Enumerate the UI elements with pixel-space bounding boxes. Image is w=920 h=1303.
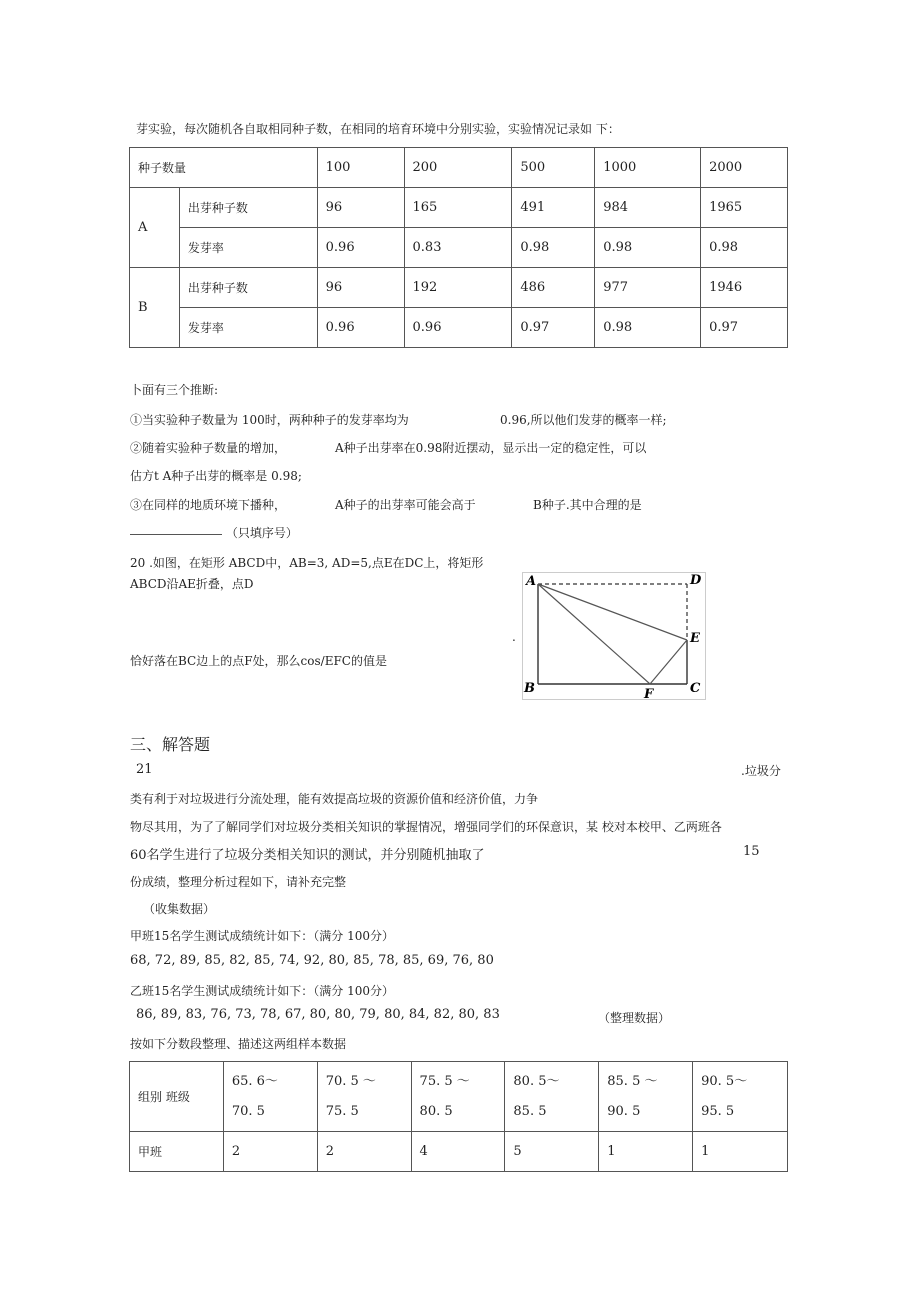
class-jia-title: 甲班15名学生测试成绩统计如下：（满分 100分） [130,929,394,943]
inference-4b: A种子的出芽率可能会高于 [335,498,476,512]
inference-4a: ③在同样的地质环境下播种， [130,498,287,512]
range-header: 65. 6～ 70. 5 [223,1062,317,1132]
label-b: B [524,681,535,696]
count-cell: 200 [404,148,512,188]
label-e: E [690,631,700,646]
section-title: 三、解答题 [130,735,211,754]
group-a-label: A [130,188,180,268]
value-cell: 0.98 [701,228,788,268]
describe-text: 按如下分数段整理、描述这两组样本数据 [130,1037,347,1051]
intro-text: 芽实验，每次随机各自取相同种子数，在相同的培育环境中分别实验，实验情况记录如 下： [136,122,620,136]
count-cell: 1000 [595,148,701,188]
value-cell: 0.98 [595,308,701,348]
inference-3: 估方t A种子出芽的概率是 0.98; [130,469,302,483]
q20-line2: ABCD沿AE折叠，点D [130,577,254,591]
inference-1b: 0.96,所以他们发芽的概率一样; [500,413,667,427]
row-label: 发芽率 [179,228,317,268]
value-cell: 0.97 [701,308,788,348]
count-cell: 100 [317,148,404,188]
q20-line1: 20 .如图，在矩形 ABCD中，AB=3, AD=5,点E在DC上，将矩形 [130,556,484,570]
q20-line3: 恰好落在BC边上的点F处，那么cos/EFC的值是 [130,654,387,668]
value-cell: 491 [512,188,595,228]
value-cell: 984 [595,188,701,228]
range-header: 90. 5～ 95. 5 [693,1062,788,1132]
answer-blank [130,533,222,535]
count-cell: 2000 [701,148,788,188]
q21-para3a: 60名学生进行了垃圾分类相关知识的测试，并分别随机抽取了 [130,848,485,863]
inference-2a: ②随着实验种子数量的增加， [130,441,287,455]
value-cell: 0.98 [595,228,701,268]
value-cell: 96 [317,188,404,228]
value-cell: 977 [595,268,701,308]
rectangle-fold-figure [522,572,706,700]
value-cell: 96 [317,268,404,308]
value-cell: 1946 [701,268,788,308]
corner-header: 组别 班级 [130,1062,224,1132]
score-distribution-table [129,1061,788,1172]
q21-para2: 物尽其用，为了了解同学们对垃圾分类相关知识的掌握情况，增强同学们的环保意识，某 校对本校甲、乙两班各 [130,820,722,834]
collect-data-label: （收集数据） [143,902,216,916]
q20-dot: . [512,630,516,644]
label-c: C [690,681,701,696]
inference-2b: A种子出芽率在0.98附近摆动，显示出一定的稳定性，可以 [335,441,647,455]
count-cell: 1 [693,1132,788,1172]
class-yi-scores: 86, 89, 83, 76, 73, 78, 67, 80, 80, 79, 80, 84, 82, 80, 83 [136,1007,500,1022]
row-label: 出芽种子数 [179,188,317,228]
label-a: A [526,574,537,589]
range-header: 80. 5～ 85. 5 [505,1062,599,1132]
fill-hint: （只填序号） [225,526,298,540]
class-jia-scores: 68, 72, 89, 85, 82, 85, 74, 92, 80, 85, 78, 85, 69, 76, 80 [130,953,494,968]
count-cell: 5 [505,1132,599,1172]
value-cell: 0.96 [404,308,512,348]
value-cell: 0.98 [512,228,595,268]
row-label: 发芽率 [179,308,317,348]
row-label: 出芽种子数 [179,268,317,308]
q21-para4: 份成绩，整理分析过程如下，请补充完整 [130,875,347,889]
inference-intro: 卜面有三个推断: [130,383,219,397]
q21-number: 21 [136,762,153,777]
organize-data-label: （整理数据） [598,1011,671,1025]
count-cell: 1 [599,1132,693,1172]
q21-para3b: 15 [743,844,760,859]
range-header: 75. 5 ～ 80. 5 [411,1062,505,1132]
range-header: 85. 5 ～ 90. 5 [599,1062,693,1132]
group-b-label: B [130,268,180,348]
germination-table [129,147,788,348]
q21-para1: 类有利于对垃圾进行分流处理，能有效提高垃圾的资源价值和经济价值，力争 [130,792,539,806]
range-header: 70. 5 ～ 75. 5 [317,1062,411,1132]
class-yi-title: 乙班15名学生测试成绩统计如下：（满分 100分） [130,984,394,998]
value-cell: 0.96 [317,228,404,268]
value-cell: 1965 [701,188,788,228]
label-d: D [690,573,702,588]
count-cell: 2 [223,1132,317,1172]
seed-count-header: 种子数量 [130,148,318,188]
value-cell: 192 [404,268,512,308]
q21-tail: .垃圾分 [741,764,781,778]
row-label-jia: 甲班 [130,1132,224,1172]
inference-1a: ①当实验种子数量为 100时，两种种子的发芽率均为 [130,413,409,427]
inference-4c: B种子.其中合理的是 [533,498,642,512]
count-cell: 500 [512,148,595,188]
count-cell: 2 [317,1132,411,1172]
label-f: F [644,687,654,700]
value-cell: 165 [404,188,512,228]
value-cell: 0.96 [317,308,404,348]
answer-line [130,524,298,541]
count-cell: 4 [411,1132,505,1172]
value-cell: 0.97 [512,308,595,348]
value-cell: 486 [512,268,595,308]
value-cell: 0.83 [404,228,512,268]
